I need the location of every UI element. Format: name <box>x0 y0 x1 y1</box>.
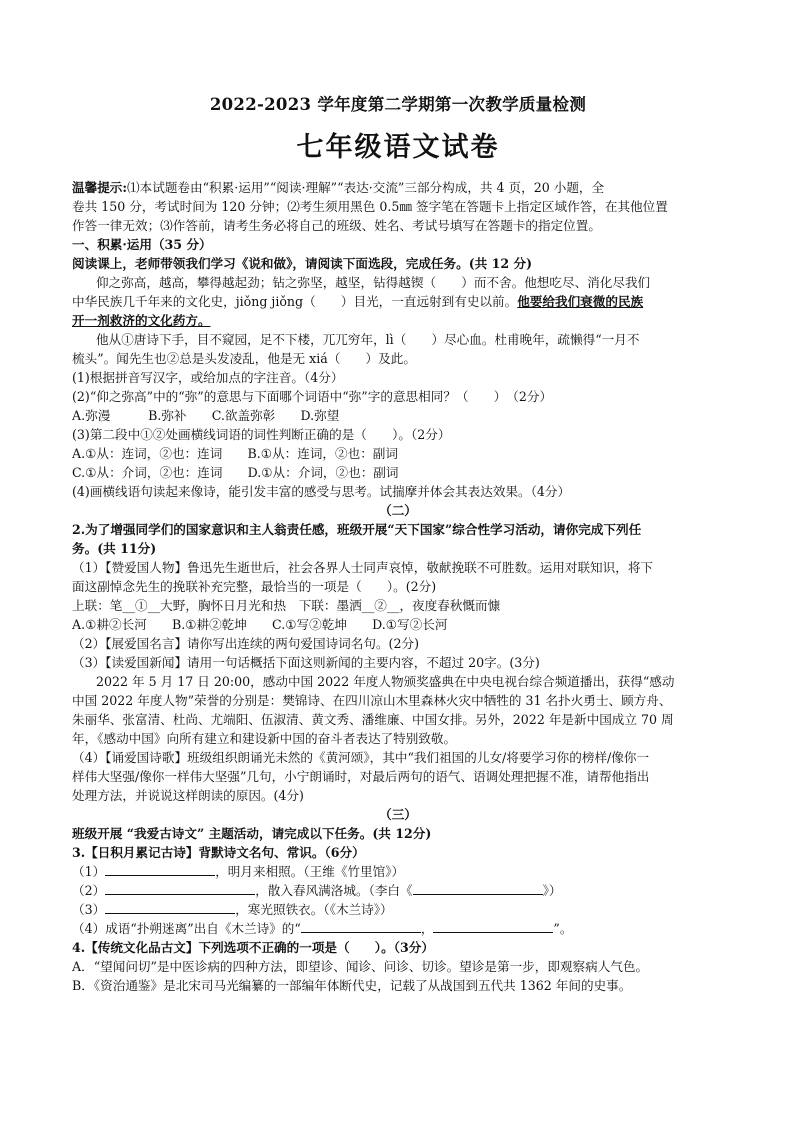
q3-4: （4）成语“扑朔迷离”出自《木兰诗》的“ ， ”。 <box>72 921 573 936</box>
tips-label: 温馨提示: <box>72 180 128 195</box>
q3-2: （2） ，散入春风满洛城。（李白《 》） <box>72 883 562 898</box>
answer-blank[interactable] <box>433 919 553 933</box>
q2-1-options: A.①耕②长河 B.①耕②乾坤 C.①写②乾坤 D.①写②长河 <box>72 617 448 632</box>
q4: 4.【传统文化品古文】下列选项不正确的一项是（ ）。（3分） <box>72 940 434 955</box>
tips-line-2: 卷共 150 分，考试时间为 120 分钟；⑵考生须用黑色 0.5㎜ 签字笔在答题卡上指定区域作答，在其他位置 <box>72 199 668 214</box>
passage-p1a: 仰之弥高，越高，攀得越起劲；钻之弥坚，越坚，钻得越锲（ ）而不舍。他想吃尽、消化尽我们 <box>96 275 651 290</box>
q2-1-a: （1）【赞爱国人物】鲁迅先生逝世后，社会各界人士同声哀悼，敬献挽联不可胜数。运用对联知识，将下 <box>72 560 654 575</box>
q4-option-a: A．“望闻问切”是中医诊病的四种方法，即望诊、闻诊、问诊、切诊。望诊是第一步，即观察病人气色。 <box>72 959 649 974</box>
q2-3: （3）【读爱国新闻】请用一句话概括下面这则新闻的主要内容，不超过 20字。(3分) <box>72 655 540 670</box>
q2-line-a: 2.为了增强同学们的国家意识和主人翁责任感，班级开展“天下国家”综合性学习活动，请你完成下列任 <box>72 522 642 537</box>
passage-p2b: 梳头”。闻先生也②总是头发凌乱，他是无 xiá（ ）及此。 <box>72 351 416 366</box>
passage-p2a: 他从①唐诗下手，目不窥园，足不下楼，兀兀穷年，lì（ ）尽心血。杜甫晚年，疏懒得“一月不 <box>96 332 640 347</box>
news-a: 2022 年 5 月 17 日 20:00，感动中国 2022 年度人物颁奖盛典在中央电视台综合频道播出，获得“感动 <box>96 674 675 689</box>
q2-2: （2）【展爱国名言】请你写出连续的两句爱国诗词名句。(2分) <box>72 636 419 651</box>
tips-line-3: 作答一律无效；⑶作答前，请考生务必将自己的班级、姓名、考试号填写在答题卡的指定位置。 <box>72 218 601 233</box>
q2-4-c: 处理方法，并说说这样朗读的原因。(4分) <box>72 788 304 803</box>
q2-4-a: （4）【诵爱国诗歌】班级组织朗诵光未然的《黄河颂》，其中“我们祖国的儿女/将要学习你的榜样/像你一 <box>72 750 650 765</box>
exam-title: 2022-2023 学年度第二学期第一次教学质量检测 <box>209 95 587 114</box>
answer-blank[interactable] <box>105 862 215 876</box>
q4-option-b: B．《资治通鉴》是北宋司马光编纂的一部编年体断代史，记载了从战国到五代共 1362 年间的史事。 <box>72 978 632 993</box>
part3-intro: 班级开展 “我爱古诗文” 主题活动，请完成以下任务。(共 12分) <box>72 826 432 841</box>
passage-p1c: 开一剂救济的文化药方。 <box>72 313 211 328</box>
q1-3-options-ab: A.①从：连词，②也：连词 B.①从：连词，②也：副词 <box>72 446 398 461</box>
q2-4-b: 样伟大坚强/像你一样伟大坚强”几句，小宁朗诵时，对最后两句的语气、语调处理把握不准，请帮他指出 <box>72 769 650 784</box>
q3-3: （3） ，寒光照铁衣。（《木兰诗》） <box>72 902 393 917</box>
q2-1-b: 面这副悼念先生的挽联补充完整，最恰当的一项是（ ）。(2分) <box>72 579 437 594</box>
q1-1: (1)根据拼音写汉字，或给加点的字注音。（4分） <box>72 370 344 385</box>
answer-blank[interactable] <box>301 919 421 933</box>
q1-3: (3)第二段中①②处画横线词语的词性判断正确的是（ ）。（2分） <box>72 427 451 442</box>
answer-blank[interactable] <box>105 881 255 895</box>
exam-subtitle: 七年级语文试卷 <box>296 132 500 163</box>
q3: 3.【日积月累记古诗】背默诗文名句、常识。（6分） <box>72 845 365 860</box>
q1-3-options-cd: C.①从：介词，②也：连词 D.①从：介词，②也：副词 <box>72 465 399 480</box>
q1-2: (2)“仰之弥高”中的“弥”的意思与下面哪个词语中“弥”字的意思相同？（ ） （2分） <box>72 389 553 404</box>
q3-1: （1） ，明月来相照。（王维《竹里馆》） <box>72 864 405 879</box>
part2-heading: （二） <box>379 503 417 518</box>
q2-1-couplet: 上联：笔__①__大野，胸怀日月光和热 下联：墨洒__②__，夜度春秋慨而慷 <box>72 598 501 613</box>
q1-intro: 阅读课上，老师带领我们学习《说和做》，请阅读下面选段，完成任务。(共 12 分) <box>72 256 533 271</box>
news-d: 年，《感动中国》向所有建立和建设新中国的奋斗者表达了特别致敬。 <box>72 731 457 746</box>
answer-blank[interactable] <box>105 900 235 914</box>
part3-heading: （三） <box>379 807 417 822</box>
q1-4: (4)画横线语句读起来像诗，能引发丰富的感受与思考。试揣摩并体会其表达效果。（4分） <box>72 484 571 499</box>
part1-heading: 一、积累·运用（35 分） <box>72 237 212 252</box>
news-c: 朱丽华、张富清、杜尚、尤端阳、伍淑清、黄文秀、潘维廉、中国女排。另外，2022 年是新中国成立 70 周 <box>72 712 674 727</box>
passage-p1b: 中华民族几千年来的文化史，jiǒng jiǒng（ ）目光，一直远射到有史以前。他要给我们衰微的民族 <box>72 294 644 309</box>
q2-line-b: 务。(共 11分) <box>72 541 157 556</box>
exam-page <box>72 92 724 995</box>
tips-line-1: 温馨提示:⑴本试题卷由“积累·运用”“阅读·理解”“表达·交流”三部分构成，共 4 页，20 小题，全 <box>72 180 605 195</box>
news-b: 中国 2022 年度人物”荣誉的分别是：樊锦诗、在四川凉山木里森林火灾中牺牲的 31 名扑火勇士、顾方舟、 <box>72 693 672 708</box>
answer-blank[interactable] <box>413 881 543 895</box>
q1-2-options: A.弥漫 B.弥补 C.欲盖弥彰 D.弥望 <box>72 408 340 423</box>
